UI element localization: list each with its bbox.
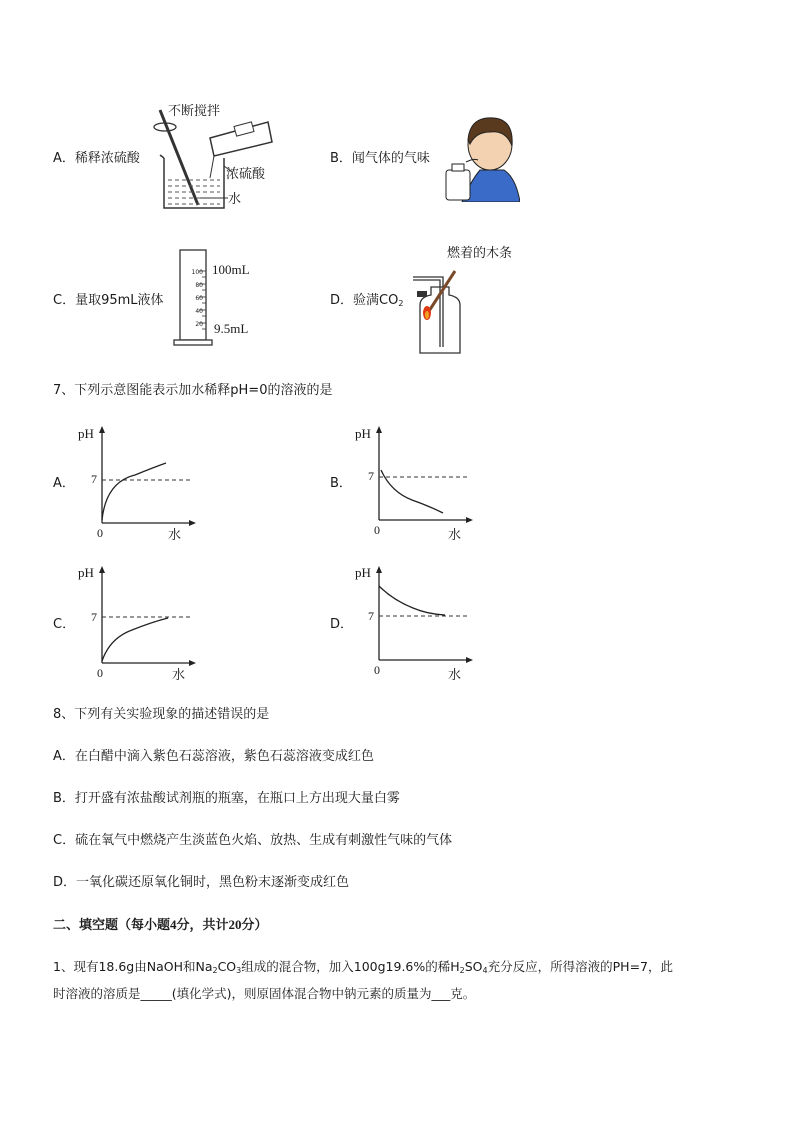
q8-option: C．硫在氧气中燃烧产生淡蓝色火焰、放热、生成有刺激性气味的气体 (53, 833, 453, 848)
cyl-tick: 60 (195, 295, 203, 302)
ref-line-label: 7 (91, 472, 97, 486)
axis-xlabel: 水 (172, 668, 186, 683)
axis-ylabel: pH (78, 565, 94, 580)
axis-xlabel: 水 (168, 528, 182, 543)
ref-line-label: 7 (91, 610, 97, 624)
q7-option-a: A． (53, 476, 75, 491)
axis-xlabel: 水 (448, 668, 462, 683)
q8-question: 8、下列有关实验现象的描述错误的是 (53, 707, 270, 722)
q7-option-d: D． (330, 617, 354, 632)
gas-bottle-illustration (405, 265, 470, 357)
burning-stick-caption: 燃着的木条 (447, 246, 513, 261)
acid-caption: 浓硫酸 (226, 167, 266, 182)
fill1-line2: 时溶液的溶质是_____(填化学式)，则原固体混合物中钠元素的质量为___克。 (53, 986, 476, 1001)
option-d-label: D．验满$CO_2$ (330, 293, 404, 308)
option-a-label: A．稀释浓硫酸 (53, 151, 140, 166)
axis-xlabel: 水 (448, 528, 462, 543)
stir-caption: 不断搅拌 (168, 104, 221, 119)
axis-origin: 0 (97, 666, 103, 680)
cyl-capacity: 100mL (212, 262, 250, 277)
axis-origin: 0 (374, 663, 380, 677)
fill1-line1: 1、现有18.6g由NaOH和$Na_2CO_3$组成的混合物，加入100g19.6%的稀$H_2SO_4$充分反应，所得溶液的PH=7，此 (53, 959, 673, 975)
ref-line-label: 7 (368, 469, 374, 483)
cyl-tick: 100 (191, 269, 203, 276)
option-b-label: B．闻气体的气味 (330, 151, 430, 166)
q7-option-b: B． (330, 476, 352, 491)
q8-option: D．一氧化碳还原氧化铜时，黑色粉末逐渐变成红色 (53, 875, 350, 890)
axis-ylabel: pH (78, 426, 94, 441)
option-c-label: C．量取95mL液体 (53, 293, 164, 308)
axis-origin: 0 (97, 526, 103, 540)
ref-line-label: 7 (368, 609, 374, 623)
q8-option: A．在白醋中滴入紫色石蕊溶液，紫色石蕊溶液变成红色 (53, 749, 374, 764)
axis-ylabel: pH (355, 565, 371, 580)
cyl-reading: 9.5mL (214, 321, 249, 336)
q7-option-c: C． (53, 617, 76, 632)
cyl-tick: 80 (195, 282, 203, 289)
axis-ylabel: pH (355, 426, 371, 441)
axis-origin: 0 (374, 523, 380, 537)
cyl-tick: 20 (195, 321, 203, 328)
q7-question: 7、下列示意图能表示加水稀释pH=0的溶液的是 (53, 383, 333, 398)
q8-option: B．打开盛有浓盐酸试剂瓶的瓶塞，在瓶口上方出现大量白雾 (53, 791, 400, 806)
section-heading: 二、填空题（每小题4分，共计20分） (53, 917, 268, 933)
cyl-tick: 40 (195, 308, 203, 315)
person-smelling-illustration (440, 110, 520, 202)
water-caption: 水 (228, 192, 242, 207)
